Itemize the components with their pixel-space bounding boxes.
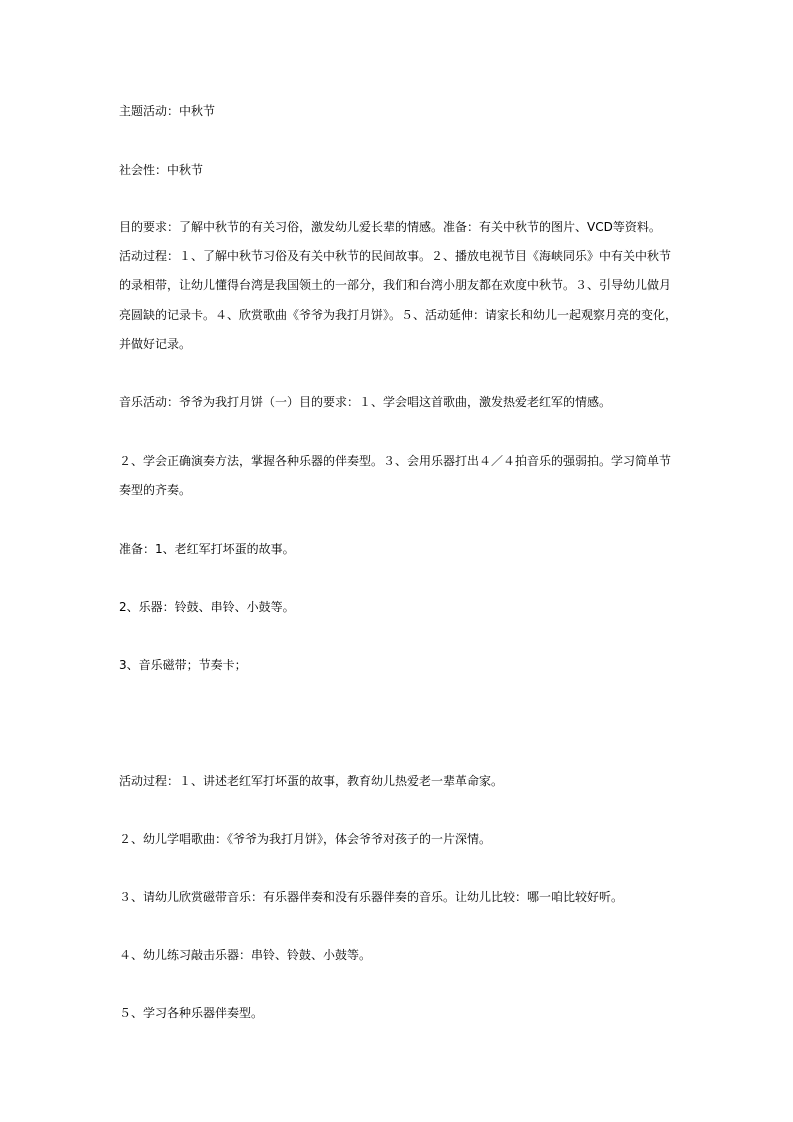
document-title: 主题活动：中秋节 — [119, 104, 216, 118]
process-item-5: ５、学习各种乐器伴奏型。 — [119, 1006, 264, 1020]
music-heading: 音乐活动：爷爷为我打月饼（一）目的要求：１、学会唱这首歌曲，激发热爱老红军的情感。 — [119, 395, 612, 409]
social-line-3: 的录相带，让幼儿懂得台湾是我国领土的一部分，我们和台湾小朋友都在欢度中秋节。３、引导幼儿做月 — [119, 278, 672, 292]
prep-item-1: 准备：1、老红军打坏蛋的故事。 — [119, 542, 295, 556]
social-line-1: 目的要求：了解中秋节的有关习俗，激发幼儿爱长辈的情感。准备：有关中秋节的图片、VCD等资料。 — [119, 220, 661, 234]
prep-item-3: 3、音乐磁带；节奏卡； — [119, 658, 247, 672]
music-goal-line-2: 奏型的齐奏。 — [119, 483, 192, 497]
process-item-4: ４、幼儿练习敲击乐器：串铃、铃鼓、小鼓等。 — [119, 948, 372, 962]
process-item-2: ２、幼儿学唱歌曲：《爷爷为我打月饼》，体会爷爷对孩子的一片深情。 — [119, 832, 492, 846]
process-item-1: 活动过程：１、讲述老红军打坏蛋的故事，教育幼儿热爱老一辈革命家。 — [119, 774, 504, 788]
social-line-2: 活动过程：１、了解中秋节习俗及有关中秋节的民间故事。２、播放电视节目《海峡同乐》中有关中秋节 — [119, 249, 672, 263]
social-heading: 社会性：中秋节 — [119, 163, 204, 177]
social-line-5: 并做好记录。 — [119, 337, 192, 351]
process-item-3: ３、请幼儿欣赏磁带音乐：有乐器伴奏和没有乐器伴奏的音乐。让幼儿比较：哪一咱比较好听。 — [119, 890, 624, 904]
social-line-4: 亮圆缺的记录卡。４、欣赏歌曲《爷爷为我打月饼》。５、活动延伸：请家长和幼儿一起观察月亮的变化， — [119, 308, 678, 322]
prep-item-2: 2、乐器：铃鼓、串铃、小鼓等。 — [119, 600, 295, 614]
music-goal-line-1: ２、学会正确演奏方法，掌握各种乐器的伴奏型。３、会用乐器打出４／４拍音乐的强弱拍。学习简单节 — [119, 454, 672, 468]
